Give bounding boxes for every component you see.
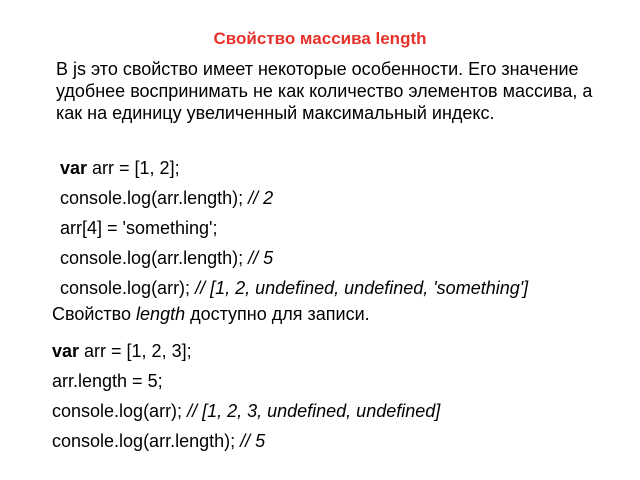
code-keyword: var [52,341,80,361]
code-line [52,426,632,456]
slide-title: Свойство массива length [213,29,427,48]
code-text: arr.length = 5; [52,371,163,391]
length-writable-note [52,302,370,326]
note-text: Свойство [52,304,137,324]
code-line [52,336,632,366]
intro-paragraph: В js это свойство имеет некоторые особенности. Его значение удобнее воспринимать не как количество элементов массива, а как на единицу увеличенный максимальный индекс. [56,59,593,123]
code-text: arr[4] = 'something'; [60,218,218,238]
code-line [52,366,632,396]
code-keyword: var [60,158,88,178]
note-text: доступно для записи. [185,304,370,324]
code-text: arr = [1, 2]; [87,158,180,178]
code-text: console.log(arr); [52,401,188,421]
code-text: console.log(arr.length); [60,188,249,208]
code-line [60,183,630,213]
code-text: console.log(arr); [60,278,196,298]
code-line [52,396,632,426]
code-comment: // 5 [248,248,274,268]
code-comment: // 2 [248,188,274,208]
code-line [60,243,630,273]
code-example-2 [52,336,632,456]
code-line [60,153,630,183]
code-comment: // 5 [240,431,266,451]
code-line [60,273,630,303]
code-example-1 [60,153,630,303]
code-text: console.log(arr.length); [60,248,249,268]
code-line [60,213,630,243]
code-comment: // [1, 2, 3, undefined, undefined] [187,401,441,421]
code-text: arr = [1, 2, 3]; [79,341,192,361]
note-emphasis: length [136,304,186,324]
code-text: console.log(arr.length); [52,431,241,451]
code-comment: // [1, 2, undefined, undefined, 'something'] [195,278,529,298]
